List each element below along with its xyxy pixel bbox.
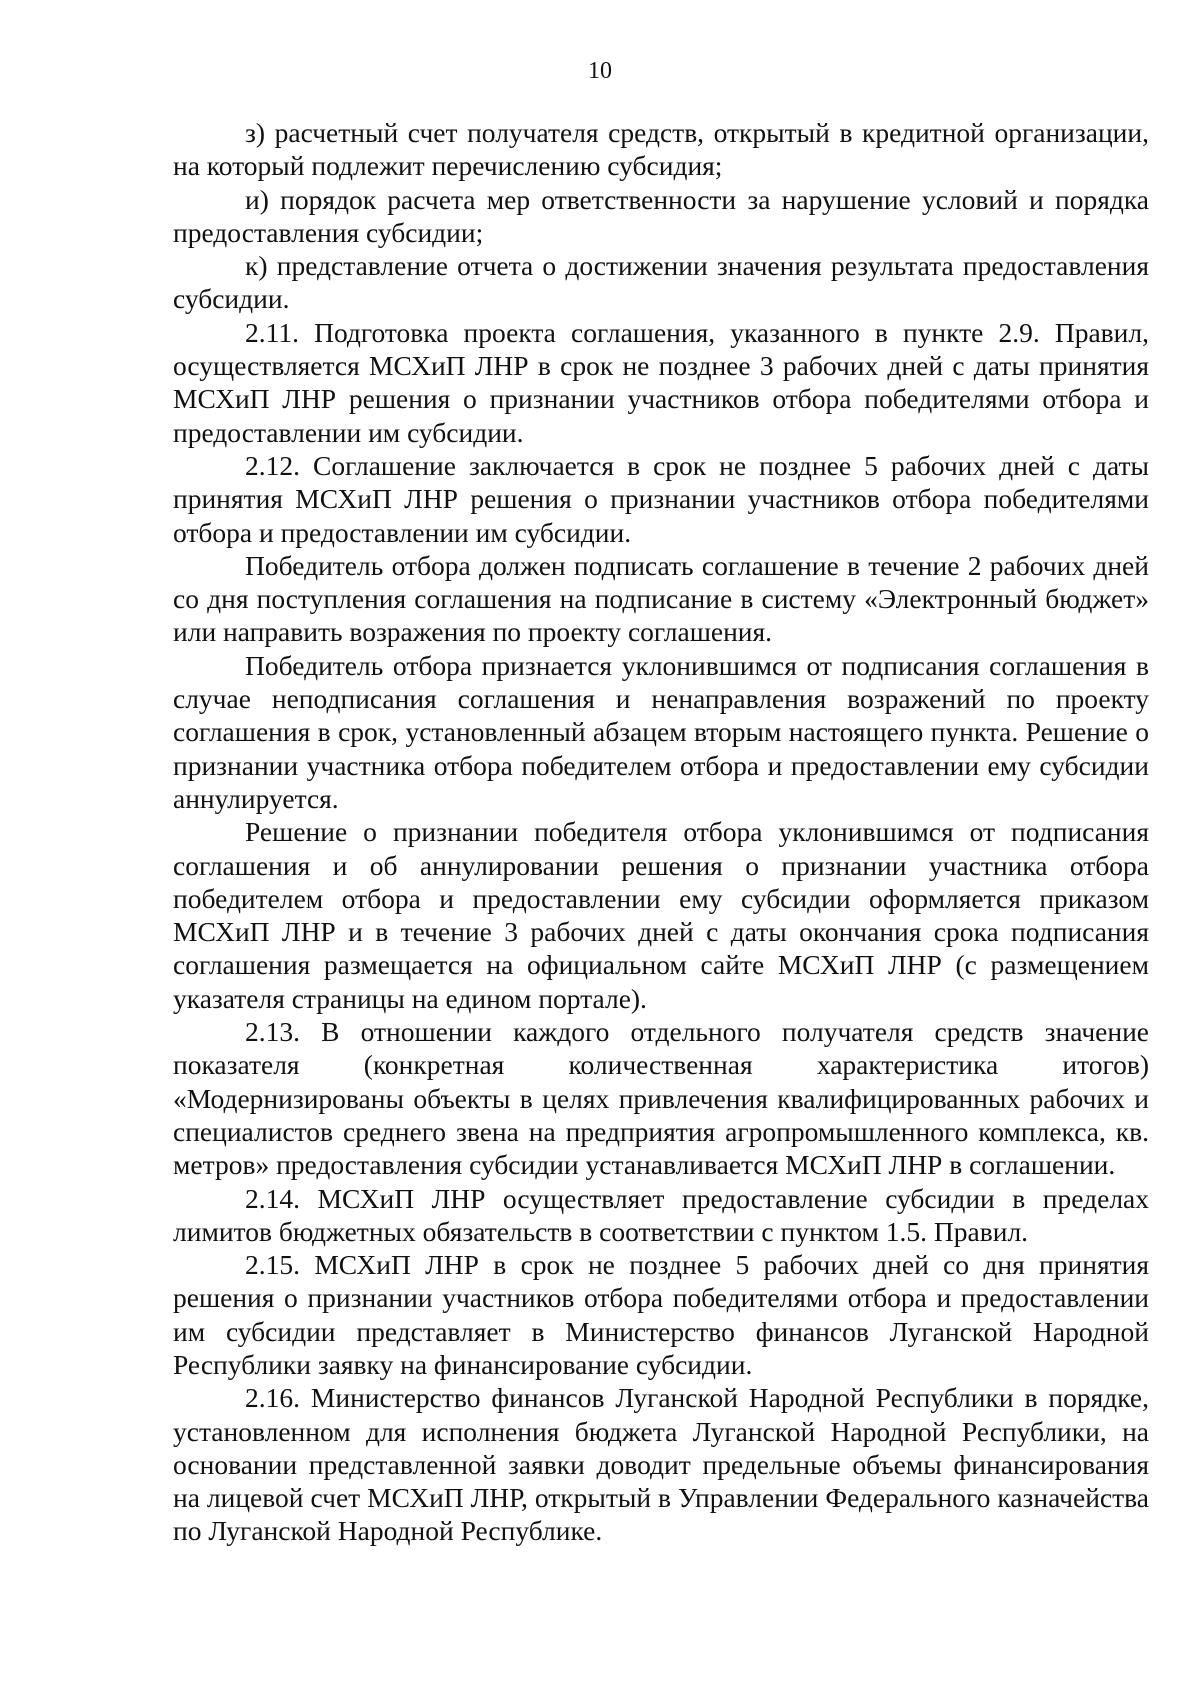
paragraph-2-14: 2.14. МСХиП ЛНР осуществляет предоставление субсидии в пределах лимитов бюджетных обязательств в соответствии с пунктом 1.5. Правил.	[173, 1182, 1149, 1247]
paragraph-2-12-evasion-decision: Решение о признании победителя отбора уклонившимся от подписания соглашения и об аннулировании решения о признании участника отбора победителем отбора и предоставлении ему субсидии оформляется приказом МСХиП ЛНР и в течение 3 рабочих дней с даты окончания срока подписания соглашения размещается на официальном сайте МСХиП ЛНР (с размещением указателя страницы на едином портале).	[173, 816, 1149, 1014]
page-number: 10	[588, 58, 612, 84]
paragraph-2-12-signing-deadline: Победитель отбора должен подписать соглашение в течение 2 рабочих дней со дня поступления соглашения на подписание в систему «Электронный бюджет» или направить возражения по проекту соглашения.	[173, 549, 1149, 648]
paragraph-2-16: 2.16. Министерство финансов Луганской Народной Республики в порядке, установленном для исполнения бюджета Луганской Народной Республики, на основании представленной заявки доводит предельные объемы финансирования на лицевой счет МСХиП ЛНР, открытый в Управлении Федерального казначейства по Луганской Народной Республике.	[173, 1382, 1149, 1547]
paragraph-item-z: з) расчетный счет получателя средств, открытый в кредитной организации, на который подлежит перечислению субсидия;	[173, 117, 1149, 182]
paragraph-2-12: 2.12. Соглашение заключается в срок не позднее 5 рабочих дней с даты принятия МСХиП ЛНР решения о признании участников отбора победителями отбора и предоставлении им субсидии.	[173, 449, 1149, 548]
paragraph-2-12-evasion: Победитель отбора признается уклонившимся от подписания соглашения в случае неподписания соглашения и ненаправления возражений по проекту соглашения в срок, установленный абзацем вторым настоящего пункта. Решение о признании участника отбора победителем отбора и предоставлении ему субсидии аннулируется.	[173, 649, 1149, 814]
paragraph-2-13: 2.13. В отношении каждого отдельного получателя средств значение показателя (конкретная количественная характеристика итогов) «Модернизированы объекты в целях привлечения квалифицированных рабочих и специалистов среднего звена на предприятия агропромышленного комплекса, кв. метров» предоставления субсидии устанавливается МСХиП ЛНР в соглашении.	[173, 1016, 1149, 1181]
paragraph-2-11: 2.11. Подготовка проекта соглашения, указанного в пункте 2.9. Правил, осуществляется МСХиП ЛНР в срок не позднее 3 рабочих дней с даты принятия МСХиП ЛНР решения о признании участников отбора победителями отбора и предоставлении им субсидии.	[173, 316, 1149, 448]
paragraph-item-i: и) порядок расчета мер ответственности за нарушение условий и порядка предоставления субсидии;	[173, 183, 1149, 248]
document-body	[173, 116, 1149, 1548]
paragraph-2-15: 2.15. МСХиП ЛНР в срок не позднее 5 рабочих дней со дня принятия решения о признании участников отбора победителями отбора и предоставлении им субсидии представляет в Министерство финансов Луганской Народной Республики заявку на финансирование субсидии.	[173, 1249, 1149, 1380]
paragraph-item-k: к) представление отчета о достижении значения результата предоставления субсидии.	[173, 250, 1149, 315]
